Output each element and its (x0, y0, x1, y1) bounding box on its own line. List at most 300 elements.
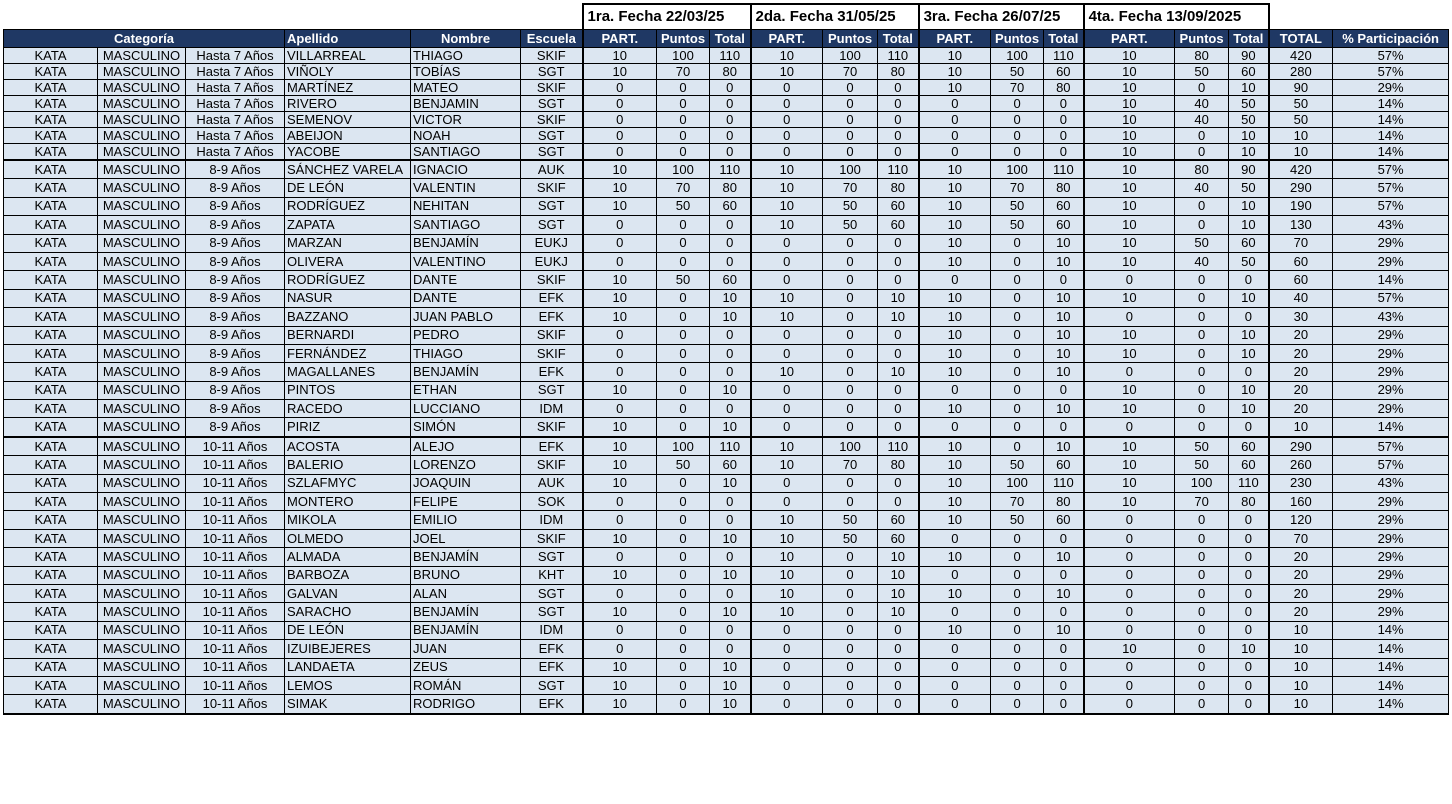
cell-total-1[interactable]: 10 (710, 603, 751, 621)
cell-nombre[interactable]: SANTIAGO (411, 144, 521, 161)
cell-participacion[interactable]: 57% (1333, 197, 1449, 215)
cell-puntos-4[interactable]: 0 (1175, 658, 1229, 676)
cell-total-4[interactable]: 0 (1229, 529, 1269, 547)
cell-genero[interactable]: MASCULINO (98, 344, 186, 362)
cell-participacion[interactable]: 29% (1333, 548, 1449, 566)
cell-part-1[interactable]: 0 (583, 96, 657, 112)
cell-puntos-4[interactable]: 0 (1175, 363, 1229, 381)
cell-part-1[interactable]: 10 (583, 566, 657, 584)
cell-participacion[interactable]: 29% (1333, 80, 1449, 96)
cell-puntos-2[interactable]: 0 (823, 493, 878, 511)
cell-apellido[interactable]: LANDAETA (285, 658, 411, 676)
cell-part-3[interactable]: 0 (919, 112, 991, 128)
cell-total-2[interactable]: 0 (878, 493, 919, 511)
cell-total-3[interactable]: 80 (1044, 179, 1084, 197)
cell-puntos-2[interactable]: 50 (823, 511, 878, 529)
cell-puntos-1[interactable]: 0 (657, 128, 710, 144)
cell-grand-total[interactable]: 20 (1269, 603, 1333, 621)
cell-escuela[interactable]: IDM (521, 621, 583, 639)
cell-grand-total[interactable]: 20 (1269, 584, 1333, 602)
cell-escuela[interactable]: SKIF (521, 529, 583, 547)
cell-puntos-3[interactable]: 0 (991, 344, 1044, 362)
cell-modalidad[interactable]: KATA (4, 566, 98, 584)
cell-puntos-1[interactable]: 0 (657, 676, 710, 694)
cell-puntos-3[interactable]: 0 (991, 363, 1044, 381)
cell-puntos-4[interactable]: 0 (1175, 271, 1229, 289)
cell-escuela[interactable]: SKIF (521, 344, 583, 362)
cell-participacion[interactable]: 29% (1333, 529, 1449, 547)
cell-part-2[interactable]: 10 (751, 48, 823, 64)
table-row[interactable] (4, 80, 1449, 96)
cell-part-4[interactable]: 10 (1084, 128, 1175, 144)
cell-puntos-4[interactable]: 0 (1175, 326, 1229, 344)
cell-puntos-4[interactable]: 80 (1175, 160, 1229, 179)
cell-modalidad[interactable]: KATA (4, 252, 98, 270)
cell-total-4[interactable]: 110 (1229, 474, 1269, 492)
cell-part-1[interactable]: 10 (583, 456, 657, 474)
cell-participacion[interactable]: 57% (1333, 48, 1449, 64)
cell-total-3[interactable]: 60 (1044, 216, 1084, 234)
cell-puntos-3[interactable]: 100 (991, 48, 1044, 64)
cell-modalidad[interactable]: KATA (4, 695, 98, 714)
cell-part-2[interactable]: 10 (751, 456, 823, 474)
cell-total-4[interactable]: 0 (1229, 418, 1269, 437)
cell-total-3[interactable]: 10 (1044, 400, 1084, 418)
cell-escuela[interactable]: SGT (521, 381, 583, 399)
cell-nombre[interactable]: ETHAN (411, 381, 521, 399)
cell-apellido[interactable]: PINTOS (285, 381, 411, 399)
cell-grand-total[interactable]: 420 (1269, 160, 1333, 179)
cell-escuela[interactable]: EUKJ (521, 234, 583, 252)
cell-genero[interactable]: MASCULINO (98, 179, 186, 197)
cell-participacion[interactable]: 14% (1333, 112, 1449, 128)
cell-part-4[interactable]: 10 (1084, 493, 1175, 511)
cell-total-2[interactable]: 10 (878, 584, 919, 602)
cell-puntos-1[interactable]: 50 (657, 271, 710, 289)
cell-puntos-1[interactable]: 0 (657, 96, 710, 112)
cell-puntos-1[interactable]: 70 (657, 64, 710, 80)
cell-apellido[interactable]: SARACHO (285, 603, 411, 621)
cell-apellido[interactable]: ZAPATA (285, 216, 411, 234)
cell-total-4[interactable]: 50 (1229, 252, 1269, 270)
cell-categoria[interactable]: 10-11 Años (186, 640, 285, 658)
cell-total-2[interactable]: 0 (878, 640, 919, 658)
table-row[interactable] (4, 381, 1449, 399)
cell-participacion[interactable]: 57% (1333, 179, 1449, 197)
cell-categoria[interactable]: 8-9 Años (186, 418, 285, 437)
cell-escuela[interactable]: SKIF (521, 418, 583, 437)
cell-nombre[interactable]: EMILIO (411, 511, 521, 529)
cell-part-2[interactable]: 10 (751, 179, 823, 197)
cell-total-1[interactable]: 0 (710, 112, 751, 128)
table-row[interactable] (4, 308, 1449, 326)
cell-puntos-2[interactable]: 50 (823, 529, 878, 547)
cell-participacion[interactable]: 43% (1333, 474, 1449, 492)
cell-total-3[interactable]: 60 (1044, 511, 1084, 529)
cell-part-2[interactable]: 0 (751, 234, 823, 252)
cell-puntos-3[interactable]: 0 (991, 381, 1044, 399)
cell-puntos-1[interactable]: 0 (657, 289, 710, 307)
cell-total-4[interactable]: 50 (1229, 112, 1269, 128)
cell-modalidad[interactable]: KATA (4, 363, 98, 381)
cell-modalidad[interactable]: KATA (4, 144, 98, 161)
cell-total-4[interactable]: 0 (1229, 584, 1269, 602)
cell-total-4[interactable]: 0 (1229, 676, 1269, 694)
cell-total-3[interactable]: 110 (1044, 48, 1084, 64)
cell-modalidad[interactable]: KATA (4, 676, 98, 694)
cell-total-3[interactable]: 0 (1044, 144, 1084, 161)
cell-part-2[interactable]: 0 (751, 676, 823, 694)
cell-genero[interactable]: MASCULINO (98, 511, 186, 529)
cell-participacion[interactable]: 29% (1333, 381, 1449, 399)
cell-escuela[interactable]: SKIF (521, 179, 583, 197)
cell-modalidad[interactable]: KATA (4, 456, 98, 474)
col-header-apellido[interactable]: Apellido (285, 30, 411, 48)
col-header-total-3[interactable]: Total (1044, 30, 1084, 48)
cell-total-3[interactable]: 110 (1044, 160, 1084, 179)
cell-grand-total[interactable]: 20 (1269, 400, 1333, 418)
cell-part-4[interactable]: 10 (1084, 474, 1175, 492)
cell-categoria[interactable]: Hasta 7 Años (186, 96, 285, 112)
cell-puntos-2[interactable]: 0 (823, 400, 878, 418)
cell-modalidad[interactable]: KATA (4, 197, 98, 215)
cell-total-3[interactable]: 0 (1044, 529, 1084, 547)
cell-part-4[interactable]: 0 (1084, 566, 1175, 584)
cell-total-2[interactable]: 0 (878, 128, 919, 144)
cell-puntos-1[interactable]: 0 (657, 308, 710, 326)
cell-total-3[interactable]: 110 (1044, 474, 1084, 492)
table-row[interactable] (4, 112, 1449, 128)
cell-total-4[interactable]: 50 (1229, 179, 1269, 197)
table-row[interactable] (4, 216, 1449, 234)
cell-total-1[interactable]: 10 (710, 418, 751, 437)
cell-puntos-3[interactable]: 0 (991, 529, 1044, 547)
cell-apellido[interactable]: VILLARREAL (285, 48, 411, 64)
cell-categoria[interactable]: 8-9 Años (186, 252, 285, 270)
cell-total-1[interactable]: 0 (710, 128, 751, 144)
cell-total-2[interactable]: 0 (878, 474, 919, 492)
cell-part-2[interactable]: 10 (751, 64, 823, 80)
cell-puntos-3[interactable]: 0 (991, 584, 1044, 602)
cell-participacion[interactable]: 14% (1333, 695, 1449, 714)
cell-apellido[interactable]: MONTERO (285, 493, 411, 511)
cell-total-3[interactable]: 0 (1044, 658, 1084, 676)
cell-part-4[interactable]: 0 (1084, 308, 1175, 326)
cell-apellido[interactable]: PIRIZ (285, 418, 411, 437)
cell-participacion[interactable]: 29% (1333, 566, 1449, 584)
cell-puntos-2[interactable]: 0 (823, 621, 878, 639)
cell-part-4[interactable]: 10 (1084, 344, 1175, 362)
cell-part-2[interactable]: 0 (751, 695, 823, 714)
cell-puntos-3[interactable]: 0 (991, 658, 1044, 676)
cell-part-2[interactable]: 10 (751, 216, 823, 234)
cell-nombre[interactable]: THIAGO (411, 344, 521, 362)
cell-categoria[interactable]: Hasta 7 Años (186, 112, 285, 128)
col-header-part-1[interactable]: PART. (583, 30, 657, 48)
cell-part-2[interactable]: 10 (751, 160, 823, 179)
cell-total-3[interactable]: 0 (1044, 418, 1084, 437)
cell-puntos-1[interactable]: 0 (657, 418, 710, 437)
cell-total-4[interactable]: 60 (1229, 234, 1269, 252)
cell-puntos-2[interactable]: 0 (823, 271, 878, 289)
table-row[interactable] (4, 658, 1449, 676)
cell-genero[interactable]: MASCULINO (98, 493, 186, 511)
cell-total-4[interactable]: 90 (1229, 160, 1269, 179)
cell-total-2[interactable]: 0 (878, 326, 919, 344)
cell-puntos-1[interactable]: 0 (657, 344, 710, 362)
cell-puntos-2[interactable]: 50 (823, 197, 878, 215)
cell-total-2[interactable]: 0 (878, 658, 919, 676)
table-row[interactable] (4, 144, 1449, 161)
cell-puntos-1[interactable]: 0 (657, 621, 710, 639)
cell-escuela[interactable]: SGT (521, 64, 583, 80)
cell-total-2[interactable]: 0 (878, 695, 919, 714)
cell-puntos-2[interactable]: 0 (823, 603, 878, 621)
cell-grand-total[interactable]: 60 (1269, 271, 1333, 289)
cell-total-2[interactable]: 0 (878, 418, 919, 437)
cell-grand-total[interactable]: 10 (1269, 658, 1333, 676)
cell-total-1[interactable]: 0 (710, 640, 751, 658)
cell-puntos-1[interactable]: 0 (657, 474, 710, 492)
cell-categoria[interactable]: Hasta 7 Años (186, 64, 285, 80)
table-row[interactable] (4, 234, 1449, 252)
cell-total-2[interactable]: 10 (878, 548, 919, 566)
cell-grand-total[interactable]: 290 (1269, 437, 1333, 456)
cell-total-4[interactable]: 60 (1229, 64, 1269, 80)
cell-puntos-2[interactable]: 0 (823, 548, 878, 566)
cell-grand-total[interactable]: 40 (1269, 289, 1333, 307)
cell-total-4[interactable]: 0 (1229, 308, 1269, 326)
cell-part-1[interactable]: 0 (583, 493, 657, 511)
cell-puntos-4[interactable]: 0 (1175, 80, 1229, 96)
table-row[interactable] (4, 640, 1449, 658)
cell-total-4[interactable]: 10 (1229, 128, 1269, 144)
cell-puntos-2[interactable]: 0 (823, 326, 878, 344)
cell-apellido[interactable]: OLIVERA (285, 252, 411, 270)
cell-puntos-2[interactable]: 0 (823, 128, 878, 144)
cell-part-4[interactable]: 10 (1084, 96, 1175, 112)
cell-part-4[interactable]: 0 (1084, 529, 1175, 547)
cell-puntos-4[interactable]: 0 (1175, 344, 1229, 362)
cell-total-4[interactable]: 10 (1229, 400, 1269, 418)
cell-total-1[interactable]: 0 (710, 400, 751, 418)
cell-genero[interactable]: MASCULINO (98, 381, 186, 399)
cell-puntos-1[interactable]: 0 (657, 603, 710, 621)
cell-participacion[interactable]: 29% (1333, 344, 1449, 362)
cell-part-4[interactable]: 10 (1084, 144, 1175, 161)
cell-total-1[interactable]: 10 (710, 289, 751, 307)
cell-genero[interactable]: MASCULINO (98, 112, 186, 128)
cell-puntos-2[interactable]: 0 (823, 640, 878, 658)
table-row[interactable] (4, 529, 1449, 547)
cell-total-4[interactable]: 80 (1229, 493, 1269, 511)
cell-genero[interactable]: MASCULINO (98, 474, 186, 492)
cell-part-3[interactable]: 10 (919, 252, 991, 270)
cell-part-1[interactable]: 10 (583, 603, 657, 621)
cell-total-3[interactable]: 10 (1044, 289, 1084, 307)
cell-total-3[interactable]: 10 (1044, 621, 1084, 639)
cell-nombre[interactable]: BENJAMÍN (411, 603, 521, 621)
cell-categoria[interactable]: 8-9 Años (186, 289, 285, 307)
cell-puntos-3[interactable]: 0 (991, 418, 1044, 437)
cell-grand-total[interactable]: 60 (1269, 252, 1333, 270)
cell-part-3[interactable]: 10 (919, 363, 991, 381)
cell-escuela[interactable]: EFK (521, 289, 583, 307)
cell-puntos-1[interactable]: 0 (657, 112, 710, 128)
cell-participacion[interactable]: 43% (1333, 308, 1449, 326)
cell-participacion[interactable]: 29% (1333, 400, 1449, 418)
cell-total-1[interactable]: 10 (710, 695, 751, 714)
cell-genero[interactable]: MASCULINO (98, 437, 186, 456)
cell-puntos-3[interactable]: 0 (991, 676, 1044, 694)
cell-grand-total[interactable]: 50 (1269, 96, 1333, 112)
cell-genero[interactable]: MASCULINO (98, 603, 186, 621)
cell-grand-total[interactable]: 120 (1269, 511, 1333, 529)
cell-categoria[interactable]: Hasta 7 Años (186, 128, 285, 144)
cell-total-4[interactable]: 0 (1229, 363, 1269, 381)
cell-part-4[interactable]: 10 (1084, 160, 1175, 179)
cell-puntos-1[interactable]: 100 (657, 48, 710, 64)
cell-grand-total[interactable]: 20 (1269, 363, 1333, 381)
cell-part-3[interactable]: 0 (919, 96, 991, 112)
cell-nombre[interactable]: JOAQUIN (411, 474, 521, 492)
col-header-part-4[interactable]: PART. (1084, 30, 1175, 48)
cell-part-3[interactable]: 10 (919, 48, 991, 64)
cell-apellido[interactable]: RIVERO (285, 96, 411, 112)
cell-categoria[interactable]: 8-9 Años (186, 326, 285, 344)
cell-part-4[interactable]: 0 (1084, 658, 1175, 676)
cell-escuela[interactable]: SGT (521, 128, 583, 144)
cell-total-4[interactable]: 10 (1229, 289, 1269, 307)
cell-total-3[interactable]: 10 (1044, 344, 1084, 362)
cell-escuela[interactable]: KHT (521, 566, 583, 584)
cell-nombre[interactable]: IGNACIO (411, 160, 521, 179)
cell-categoria[interactable]: 8-9 Años (186, 160, 285, 179)
cell-grand-total[interactable]: 10 (1269, 418, 1333, 437)
cell-nombre[interactable]: BENJAMÍN (411, 548, 521, 566)
cell-puntos-3[interactable]: 70 (991, 493, 1044, 511)
cell-part-4[interactable]: 10 (1084, 80, 1175, 96)
cell-total-2[interactable]: 110 (878, 437, 919, 456)
cell-nombre[interactable]: FELIPE (411, 493, 521, 511)
cell-part-3[interactable]: 0 (919, 529, 991, 547)
cell-puntos-2[interactable]: 100 (823, 160, 878, 179)
cell-total-2[interactable]: 10 (878, 603, 919, 621)
cell-total-2[interactable]: 60 (878, 529, 919, 547)
cell-part-1[interactable]: 0 (583, 234, 657, 252)
cell-part-4[interactable]: 10 (1084, 456, 1175, 474)
cell-puntos-1[interactable]: 0 (657, 252, 710, 270)
cell-escuela[interactable]: SGT (521, 676, 583, 694)
cell-apellido[interactable]: ALMADA (285, 548, 411, 566)
cell-total-2[interactable]: 80 (878, 64, 919, 80)
cell-total-4[interactable]: 50 (1229, 96, 1269, 112)
cell-categoria[interactable]: 8-9 Años (186, 381, 285, 399)
cell-total-4[interactable]: 10 (1229, 197, 1269, 215)
cell-puntos-4[interactable]: 0 (1175, 676, 1229, 694)
cell-puntos-2[interactable]: 70 (823, 179, 878, 197)
cell-apellido[interactable]: GALVAN (285, 584, 411, 602)
cell-categoria[interactable]: 10-11 Años (186, 676, 285, 694)
cell-total-1[interactable]: 0 (710, 548, 751, 566)
cell-total-2[interactable]: 10 (878, 289, 919, 307)
cell-part-4[interactable]: 10 (1084, 179, 1175, 197)
cell-nombre[interactable]: BENJAMÍN (411, 234, 521, 252)
cell-puntos-1[interactable]: 0 (657, 584, 710, 602)
cell-modalidad[interactable]: KATA (4, 80, 98, 96)
cell-grand-total[interactable]: 420 (1269, 48, 1333, 64)
cell-genero[interactable]: MASCULINO (98, 695, 186, 714)
cell-apellido[interactable]: YACOBE (285, 144, 411, 161)
cell-puntos-2[interactable]: 0 (823, 112, 878, 128)
cell-part-3[interactable]: 10 (919, 289, 991, 307)
cell-nombre[interactable]: NEHITAN (411, 197, 521, 215)
col-header-puntos-4[interactable]: Puntos (1175, 30, 1229, 48)
cell-apellido[interactable]: FERNÁNDEZ (285, 344, 411, 362)
cell-modalidad[interactable]: KATA (4, 128, 98, 144)
cell-participacion[interactable]: 29% (1333, 326, 1449, 344)
table-row[interactable] (4, 493, 1449, 511)
cell-nombre[interactable]: RODRIGO (411, 695, 521, 714)
table-row[interactable] (4, 566, 1449, 584)
cell-total-4[interactable]: 0 (1229, 695, 1269, 714)
cell-part-2[interactable]: 0 (751, 493, 823, 511)
cell-apellido[interactable]: LEMOS (285, 676, 411, 694)
cell-apellido[interactable]: RODRÍGUEZ (285, 271, 411, 289)
cell-categoria[interactable]: 10-11 Años (186, 493, 285, 511)
cell-total-4[interactable]: 10 (1229, 326, 1269, 344)
cell-total-3[interactable]: 10 (1044, 584, 1084, 602)
table-row[interactable] (4, 418, 1449, 437)
cell-genero[interactable]: MASCULINO (98, 48, 186, 64)
cell-nombre[interactable]: ZEUS (411, 658, 521, 676)
cell-puntos-2[interactable]: 0 (823, 676, 878, 694)
cell-total-3[interactable]: 80 (1044, 493, 1084, 511)
cell-apellido[interactable]: MARTÍNEZ (285, 80, 411, 96)
cell-modalidad[interactable]: KATA (4, 584, 98, 602)
table-row[interactable] (4, 603, 1449, 621)
cell-part-3[interactable]: 10 (919, 160, 991, 179)
cell-part-1[interactable]: 0 (583, 640, 657, 658)
cell-escuela[interactable]: SGT (521, 584, 583, 602)
cell-grand-total[interactable]: 10 (1269, 695, 1333, 714)
cell-puntos-3[interactable]: 100 (991, 160, 1044, 179)
cell-genero[interactable]: MASCULINO (98, 456, 186, 474)
cell-escuela[interactable]: EFK (521, 308, 583, 326)
cell-escuela[interactable]: SGT (521, 216, 583, 234)
cell-part-1[interactable]: 0 (583, 344, 657, 362)
cell-part-3[interactable]: 0 (919, 144, 991, 161)
cell-categoria[interactable]: Hasta 7 Años (186, 48, 285, 64)
cell-categoria[interactable]: 8-9 Años (186, 234, 285, 252)
cell-modalidad[interactable]: KATA (4, 400, 98, 418)
cell-total-3[interactable]: 0 (1044, 381, 1084, 399)
cell-total-1[interactable]: 0 (710, 493, 751, 511)
cell-part-4[interactable]: 0 (1084, 548, 1175, 566)
cell-modalidad[interactable]: KATA (4, 493, 98, 511)
cell-categoria[interactable]: 10-11 Años (186, 658, 285, 676)
cell-total-3[interactable]: 10 (1044, 252, 1084, 270)
cell-grand-total[interactable]: 10 (1269, 144, 1333, 161)
cell-part-1[interactable]: 10 (583, 437, 657, 456)
cell-escuela[interactable]: SOK (521, 493, 583, 511)
cell-grand-total[interactable]: 70 (1269, 234, 1333, 252)
cell-grand-total[interactable]: 280 (1269, 64, 1333, 80)
cell-nombre[interactable]: DANTE (411, 271, 521, 289)
cell-puntos-1[interactable]: 0 (657, 326, 710, 344)
cell-escuela[interactable]: EFK (521, 658, 583, 676)
cell-participacion[interactable]: 43% (1333, 216, 1449, 234)
